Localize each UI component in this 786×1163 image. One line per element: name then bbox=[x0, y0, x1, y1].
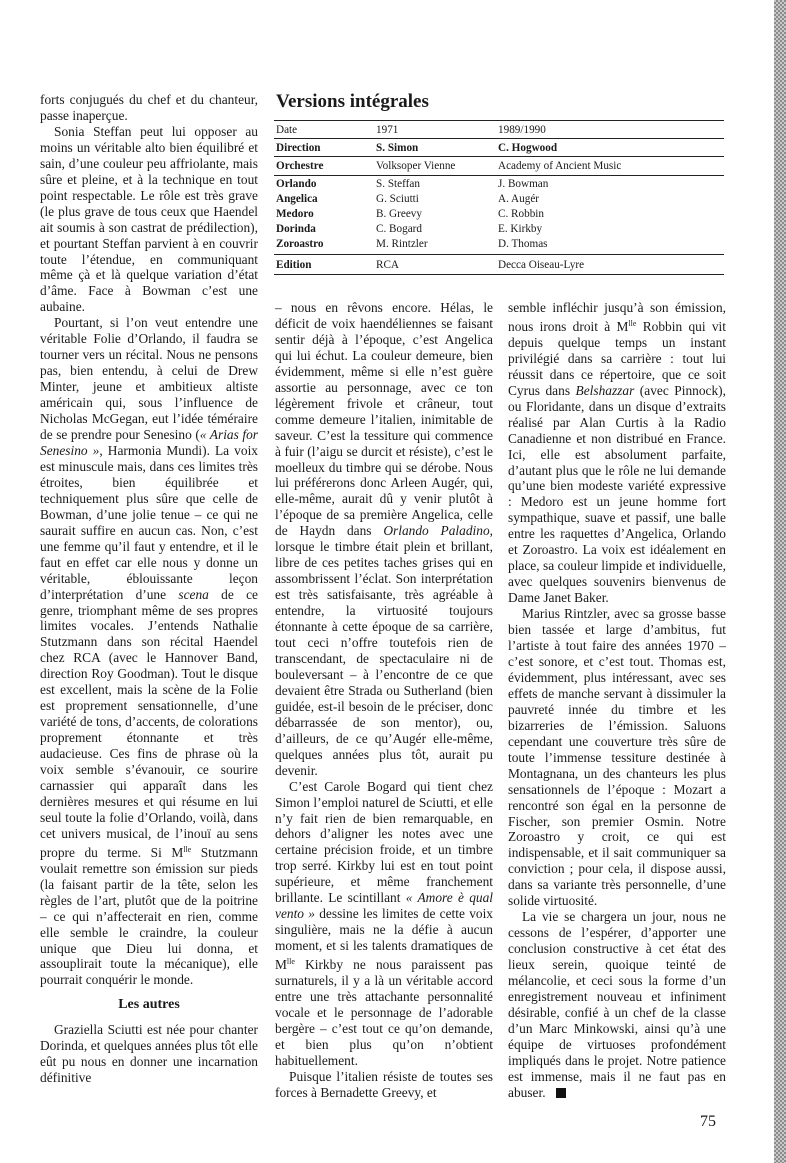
row-label: Orchestre bbox=[274, 157, 374, 175]
section-heading: Les autres bbox=[118, 997, 180, 1013]
cell: 1971 bbox=[374, 121, 496, 139]
row-label: Zoroastro bbox=[276, 238, 324, 251]
table-row-edition bbox=[274, 254, 724, 274]
text-run: , Harmonia Mundi). La voix est minuscule mais, dans ces limites très étroites, bien équilibrée et techniquement plus sûre que celle de Bowman, d’une jolie tenue – ce qui ne saurait suffire en aucun cas. Non, c’est une femme qu’il faut y entendre, et il le faut en effet car elle nous y donne un véritable, éblouissante leçon d’interprétation d’une bbox=[40, 442, 258, 602]
work-title: Belshazzar bbox=[575, 382, 635, 398]
text-run: de ce genre, triomphant même de ses propres limites vocales. J’entends Nathalie Stutzmann dans son récital Haendel chez RCA (avec le Hannover Band, direction Roy Goodman). Tout le disque est excellent, mais la scène de la Folie est proprement sensationnelle, d’une variété de tons, d’accents, de colorations proprement étonnante et très audacieuse. Ces fins de phrase où la voix semble s’évanouir, ce sourire carnassier qui apparaît dans les dernières mesures et qui résume en lui seul toute la folie d’Orlando, voilà, dans cet univers musical, de l’inouï au sens propre du terme. Si M bbox=[40, 586, 258, 860]
text-run: Kirkby ne nous paraissent pas surnaturels, il y a là un véritable accord entre une très attachante personnalité vocale et le personnage de l’adorable bergère – c’est tout ce qu’on demande, et bien plus qu’on n’obtient habituellement. bbox=[275, 957, 493, 1068]
end-mark-icon bbox=[556, 1088, 566, 1098]
superscript: lle bbox=[628, 318, 637, 328]
table-row bbox=[274, 221, 724, 236]
row-label: Date bbox=[274, 121, 374, 139]
row-label: Direction bbox=[274, 139, 374, 157]
paragraph: Sonia Steffan peut lui opposer au moins un véritable alto bien équilibré et sain, d’une couleur peu affriolante, mais sûre et pleine, et à la technique en tout point respectable. Le rôle est très grave (le plus grave de tous ceux que Haendel ait soumis à son castrat de prédilection), et pourtant Steffan parvient à en couvrir toute l’étendue, en communiquant même çà et là quelque variation d’état d’âme. Face à Bowman c’est une aubaine. bbox=[40, 123, 258, 315]
cell: M. Rintzler bbox=[376, 238, 428, 251]
page-number: 75 bbox=[700, 1113, 716, 1130]
text-run: Robbin qui vit depuis quelque temps un instant privilégié dans sa carrière : tout lui réussit dans ce répertoire, que ce soit Cyrus dans bbox=[508, 318, 726, 398]
cell: C. Bogard bbox=[376, 223, 422, 236]
text-run: , lorsque le timbre était plein et brillant, libre de ces petites taches grises qui en assombrissent l’éclat. Son interprétation est très satisfaisante, très agréable à entendre, la virtuosité toujours étonnante à cette époque de sa carrière, tout ceci n’offre toutefois rien de transcendant, de spectaculaire ni de bouleversant – à l’encontre de ce que devaient être Strada ou Sutherland (bien guidée, est-il besoin de le préciser, donc débarrassée de son mentor), ou, d’ailleurs, de ce qu’Augér elle-même, quelques années plus tôt, aurait pu devenir. bbox=[275, 523, 493, 778]
table-row-orchestre bbox=[274, 157, 724, 175]
aria-title: « Amore è qual vento » bbox=[275, 890, 493, 922]
cell: S. Steffan bbox=[376, 177, 420, 190]
cell: Decca Oiseau-Lyre bbox=[496, 254, 724, 274]
work-title: Orlando Paladino bbox=[383, 523, 490, 539]
cell: E. Kirkby bbox=[498, 223, 543, 236]
cell: A. Augér bbox=[498, 192, 540, 205]
text-run: C’est Carole Bogard qui tient chez Simon l’emploi naturel de Sciutti, et elle n’y fait rien de bien remarquable, en dehors d’aligner les notes avec une certaine précision froide, et un timbre trop serré. Kirkby lui est en tout point supérieure, et même franchement brillante. Le scintillant bbox=[275, 778, 493, 906]
cell: 1989/1990 bbox=[496, 121, 724, 139]
cell: C. Hogwood bbox=[496, 139, 724, 157]
cell: RCA bbox=[374, 254, 496, 274]
paragraph: forts conjugués du chef et du chanteur, passe inaperçue. bbox=[40, 92, 258, 123]
text-column-middle bbox=[275, 300, 493, 1101]
paragraph bbox=[508, 300, 726, 606]
cell: B. Greevy bbox=[376, 208, 422, 221]
cell: S. Simon bbox=[374, 139, 496, 157]
text-column-right bbox=[508, 300, 726, 1101]
table-row bbox=[274, 191, 724, 206]
versions-table bbox=[274, 120, 724, 275]
paragraph: Puisque l’italien résiste de toutes ses forces à Bernadette Greevy, et bbox=[275, 1068, 493, 1100]
cell: G. Sciutti bbox=[376, 192, 419, 205]
cell: C. Robbin bbox=[498, 208, 545, 221]
text-run: dessine les limites de cette voix singulière, mais ne la défie à aucun moment, et si les talents dramatiques de M bbox=[275, 906, 493, 973]
text-run: Stutzmann voulait remettre son émission sur pieds (la faisant partir de la tête, selon les règles de l’art, plutôt que de la poitrine – ce qui n’affecterait en rien, comme elle semble le craindre, la couleur unique que Dieu lui donna, et assouplirait toute la mécanique), elle pourrait conquérir le monde. bbox=[40, 844, 259, 988]
table-row-direction bbox=[274, 139, 724, 157]
cell: J. Bowman bbox=[498, 177, 549, 190]
emphasis: scena bbox=[178, 586, 209, 602]
text-run: Pourtant, si l’on veut entendre une véritable Folie d’Orlando, il faudra se tourner vers un récital. Nous ne pensons pas, bien entendu, à celui de Drew Minter, jeune et ambitieux altiste américain qui, sous l’influence de Nicholas McGegan, eut l’idée téméraire de se prendre pour Senesino ( bbox=[40, 315, 258, 443]
box-title: Versions intégrales bbox=[276, 91, 429, 112]
superscript: lle bbox=[286, 957, 295, 967]
table-row bbox=[274, 236, 724, 254]
text-run: (avec Pinnock), ou Floridante, dans un disque d’extraits réalisé par Alan Curtis à la Radio Canadienne et non distribué en France. Ici, elle est absolument parfaite, d’autant plus que le rôle ne lui demande qu’une bien modeste variété expressive : Medoro est un jeune homme fort sympathique, suave et passif, une balle entre les raquettes d’Angelica, Orlando et Zoroastro. La voix est idéalement en place, sa couleur limpide et individuelle, avec quelques souvenirs bienvenus de Dame Janet Baker. bbox=[508, 382, 726, 606]
cell: Academy of Ancient Music bbox=[496, 157, 724, 175]
paragraph bbox=[40, 315, 258, 988]
paragraph: Marius Rintzler, avec sa grosse basse bien tassée et large d’ambitus, fut l’artiste à tout faire des années 1970 – c’est sonore, et c’est tout. Thomas est, évidemment, plus intéressant, avec ses effets de manche servant à dissimuler la pauvreté innée du timbre et les bizarreries de l’émission. Saluons cependant une couverture très sûre de toute l’immense tessiture destinée à Montagnana, un des chanteurs les plus sensationnels de l’époque : Mozart a rencontré son égal en la personne de Fischer, son premier Osmin. Notre Zoroastro y croit, ce qui est indispensable, et il sait communiquer sa conviction ; pour cela, il dispose aussi, dans sa variante très personnelle, d’une solide virtuosité. bbox=[508, 606, 726, 909]
superscript: lle bbox=[183, 844, 192, 854]
scan-edge bbox=[774, 0, 786, 1163]
paragraph bbox=[275, 779, 493, 1069]
row-label: Medoro bbox=[276, 208, 314, 221]
text-run: La vie se chargera un jour, nous ne cessons de l’espérer, d’apporter une conclusion constructive à cet état des lieux serein, quoique teinté de mélancolie, et ceci sous la forme d’un enregistrement nouveau et infiniment désirable, confié à un chef de la classe d’un Marc Minkowski, ainsi qu’à une équipe de virtuoses profondément impliqués dans le projet. Notre patience est immense, mais il ne faut pas en abuser. bbox=[508, 909, 726, 1100]
cell: D. Thomas bbox=[498, 238, 548, 251]
text-run: semble infléchir jusqu’à son émission, nous irons droit à M bbox=[508, 300, 726, 334]
paragraph bbox=[275, 300, 493, 779]
paragraph bbox=[508, 909, 726, 1100]
paragraph: Graziella Sciutti est née pour chanter Dorinda, et quelques années plus tôt elle eût pu nous en donner une incarnation définitive bbox=[40, 1022, 258, 1086]
row-label: Edition bbox=[274, 254, 374, 274]
album-title: « Arias for Senesino » bbox=[40, 427, 258, 458]
text-column-left bbox=[40, 92, 258, 1086]
cell: Volksoper Vienne bbox=[374, 157, 496, 175]
row-label: Angelica bbox=[276, 192, 318, 205]
table-row bbox=[274, 206, 724, 221]
table-row bbox=[274, 175, 724, 191]
row-label: Dorinda bbox=[276, 223, 316, 236]
text-run: – nous en rêvons encore. Hélas, le déficit de voix haendéliennes se faisant sentir déjà à l’époque, c’est Angelica qui lui échut. La couleur demeure, bien évidemment, même si elle n’est guère assortie au personnage, avec ce ton légèrement frivole et crâneur, tout comme demeure l’italien, inimitable de saveur. C’est la tessiture qui commence à fuir (l’aigu se durcit et résiste), c’est le moelleux du timbre qui se dérobe. Nous lui préférerons donc Arleen Augér, qui, elle-même, aurait dû y venir plutôt à l’époque de sa première Angelica, celle de Haydn dans bbox=[275, 300, 493, 539]
table-header-row bbox=[274, 121, 724, 139]
row-label: Orlando bbox=[276, 177, 317, 190]
